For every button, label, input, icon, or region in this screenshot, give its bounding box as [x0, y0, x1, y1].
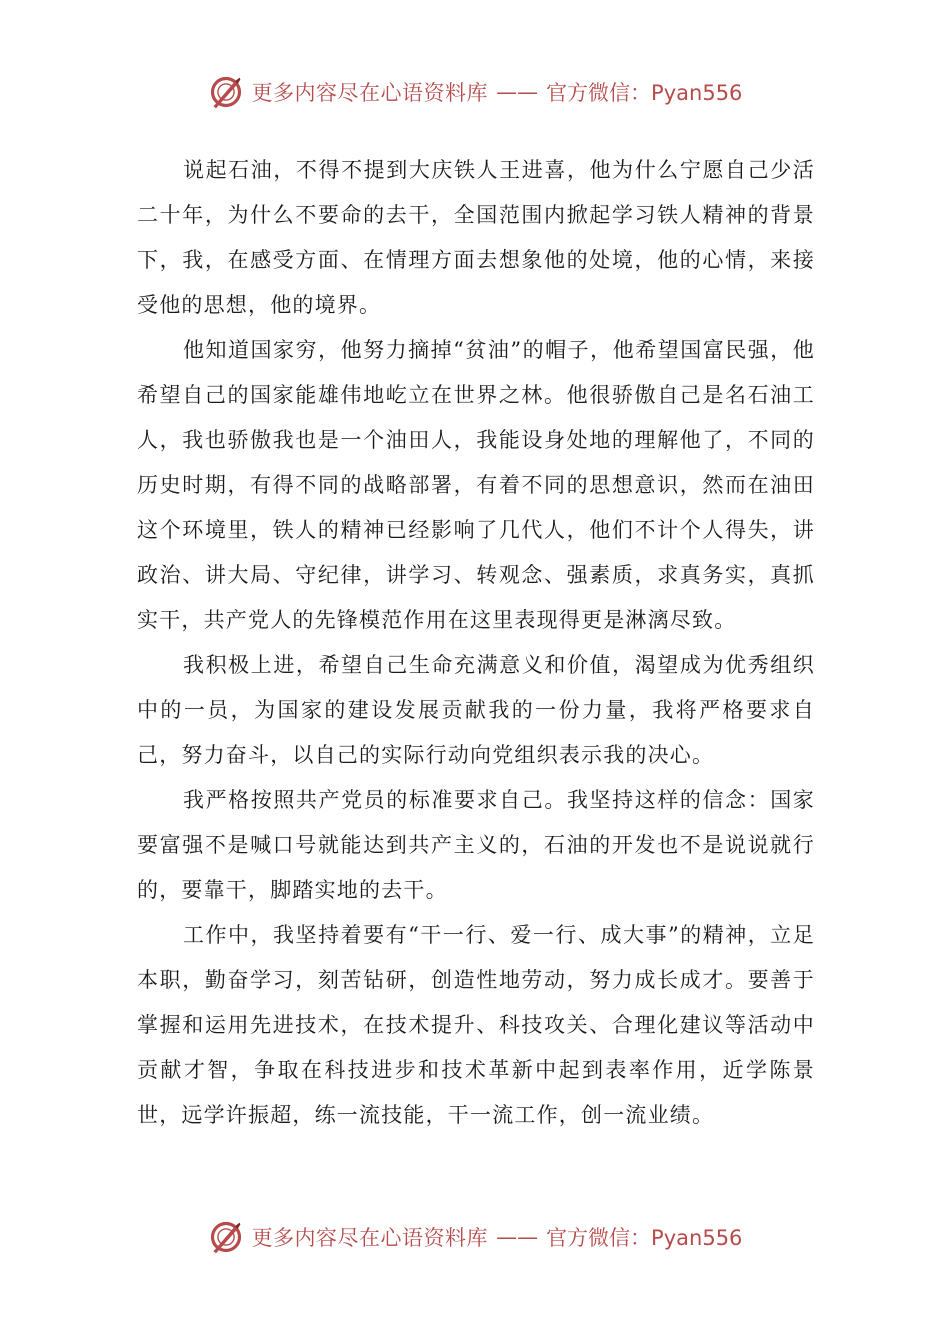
paragraph: 说起石油，不得不提到大庆铁人王进喜，他为什么宁愿自己少活二十年，为什么不要命的去干，全国范围内掀起学习铁人精神的背景下，我，在感受方面、在情理方面去想象他的处境，他的心情，来接受他的思想，他的境界。	[137, 158, 815, 317]
banner-main-text: 更多内容尽在心语资料库	[251, 1226, 489, 1250]
banner-separator: ——	[496, 80, 539, 104]
banner-main-text: 更多内容尽在心语资料库	[251, 81, 489, 105]
paragraph: 他知道国家穷，他努力摘掉“贫油”的帽子，他希望国富民强，他希望自己的国家能雄伟地屹立在世界之林。他很骄傲自己是名石油工人，我也骄傲我也是一个油田人，我能设身处地的理解他了，不同的历史时期，有得不同的战略部署，有着不同的思想意识，然而在油田这个环境里，铁人的精神已经影响了几代人，他们不计个人得失，讲政治、讲大局、守纪律，讲学习、转观念、强素质，求真务实，真抓实干，共产党人的先锋模范作用在这里表现得更是淋漓尽致。	[137, 338, 815, 632]
banner-wechat-text: 官方微信：Pyan556	[546, 1226, 743, 1250]
pen-circle-logo-icon	[208, 1219, 244, 1255]
paragraph: 我积极上进，希望自己生命充满意义和价值，渴望成为优秀组织中的一员，为国家的建设发展贡献我的一份力量，我将严格要求自己，努力奋斗，以自己的实际行动向党组织表示我的决心。	[137, 653, 815, 767]
banner-wechat-text: 官方微信：Pyan556	[546, 81, 743, 105]
paragraph: 我严格按照共产党员的标准要求自己。我坚持这样的信念：国家要富强不是喊口号就能达到共产主义的，石油的开发也不是说说就行的，要靠干，脚踏实地的去干。	[137, 788, 815, 902]
document-body	[137, 148, 815, 1138]
header-banner	[0, 70, 950, 114]
banner-separator: ——	[496, 1225, 539, 1249]
pen-circle-logo-icon	[208, 74, 244, 110]
paragraph: 工作中，我坚持着要有“干一行、爱一行、成大事”的精神，立足本职，勤奋学习，刻苦钻研，创造性地劳动，努力成长成才。要善于掌握和运用先进技术，在技术提升、科技攻关、合理化建议等活动中贡献才智，争取在科技进步和技术革新中起到表率作用，近学陈景世，远学许振超，练一流技能，干一流工作，创一流业绩。	[137, 923, 815, 1127]
footer-banner	[0, 1215, 950, 1259]
